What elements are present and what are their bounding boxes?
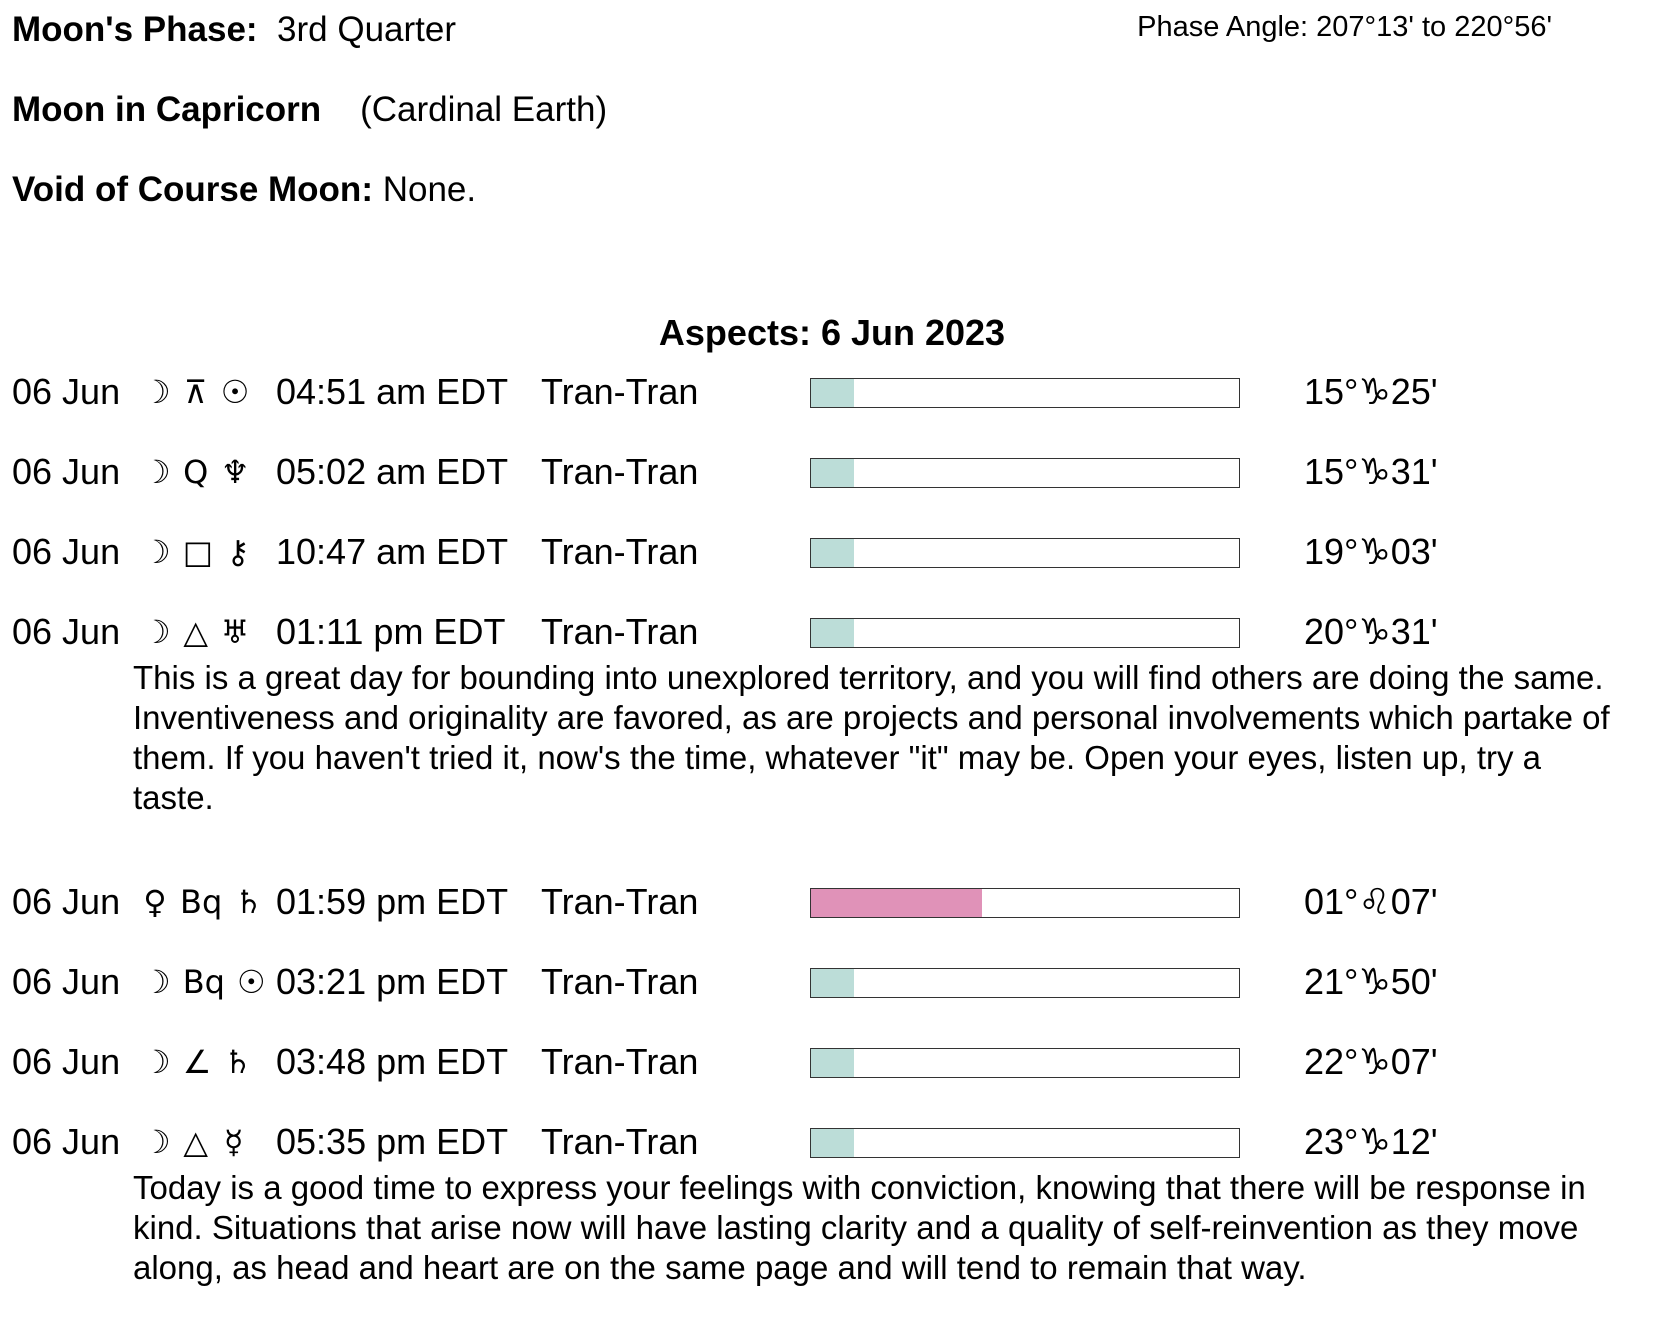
aspect-position: 23°♑12' [1304,1121,1438,1162]
natal-planet-icon: ♄ [223,1043,253,1081]
transit-planet-icon: ☽ [142,373,171,411]
natal-planet-icon: ☿ [223,1123,244,1161]
moon-phase-line [12,10,456,50]
moon-sign-label: Moon in Capricorn [12,90,322,129]
aspect-date: 06 Jun [12,1121,121,1162]
aspect-type: Tran-Tran [541,451,699,492]
aspect-type: Tran-Tran [541,531,699,572]
transit-planet-icon: ☽ [142,453,171,491]
aspects-title: Aspects: 6 Jun 2023 [658,312,1006,353]
aspect-type: Tran-Tran [541,881,699,922]
strength-bar-fill [811,1129,854,1157]
aspect-date: 06 Jun [12,451,121,492]
aspect-list [0,354,1664,1334]
natal-planet-icon: ♅ [220,613,250,651]
strength-bar [810,888,1240,918]
aspect-row [0,354,1664,434]
aspect-icon: Bq [182,963,225,1001]
aspect-glyphs [142,964,266,1000]
aspect-time: 05:35 pm EDT [276,1121,509,1162]
moon-phase-label: Moon's Phase: [12,10,258,49]
transit-planet-icon: ☽ [142,533,171,571]
aspect-icon: Bq [180,883,223,921]
void-of-course-value: None. [382,170,477,209]
strength-bar [810,1048,1240,1078]
natal-planet-icon: ☉ [220,373,250,411]
natal-planet-icon: ☉ [236,963,266,1001]
void-of-course-line [12,170,476,210]
transit-planet-icon: ☽ [142,963,171,1001]
transit-planet-icon: ☽ [142,1123,171,1161]
strength-bar [810,618,1240,648]
aspect-position: 20°♑31' [1304,611,1438,652]
strength-bar-fill [811,889,982,917]
strength-bar-fill [811,1049,854,1077]
aspect-row [0,1024,1664,1104]
transit-planet-icon: ♀ [143,883,167,921]
aspect-date: 06 Jun [12,611,121,652]
aspect-position: 19°♑03' [1304,531,1438,572]
aspect-type: Tran-Tran [541,961,699,1002]
moon-sign-line [12,90,607,130]
aspect-row [0,514,1664,594]
aspect-icon: △ [183,1123,208,1161]
aspect-icon: ∠ [182,1043,212,1081]
strength-bar [810,378,1240,408]
aspect-description: This is a great day for bounding into unexplored territory, and you will find others are doing the same. Inventiveness and originality are favored, as are projects and personal involvements which partake of them. If you haven't tried it, now's the time, whatever "it" may be. Open your eyes, listen up, try a taste. [133,659,1610,816]
aspect-row [0,944,1664,1024]
aspect-row [0,434,1664,514]
aspect-type: Tran-Tran [541,1041,699,1082]
aspect-glyphs [142,884,263,920]
aspect-row [0,594,1664,864]
aspect-time: 01:11 pm EDT [276,611,506,652]
aspect-date: 06 Jun [12,371,121,412]
aspect-time: 03:21 pm EDT [276,961,509,1002]
aspect-type: Tran-Tran [541,611,699,652]
aspect-time: 01:59 pm EDT [276,881,509,922]
aspect-icon: ⊼ [183,373,208,411]
aspect-glyphs [142,1124,247,1160]
aspect-glyphs [142,454,249,490]
natal-planet-icon: ⚷ [226,533,250,571]
aspect-type: Tran-Tran [541,1121,699,1162]
strength-bar-fill [811,539,854,567]
aspect-time: 10:47 am EDT [276,531,509,572]
strength-bar [810,1128,1240,1158]
strength-bar [810,458,1240,488]
aspect-glyphs [142,1044,252,1080]
aspect-type: Tran-Tran [541,371,699,412]
aspect-position: 22°♑07' [1304,1041,1438,1082]
strength-bar-fill [811,459,854,487]
aspect-date: 06 Jun [12,961,121,1002]
aspect-position: 01°♌07' [1304,881,1438,922]
aspect-glyphs [142,614,249,650]
strength-bar-fill [811,379,854,407]
aspect-row [0,1104,1664,1334]
aspect-description: Today is a good time to express your feelings with conviction, knowing that there will be response in kind. Situations that arise now will have lasting clarity and a quality of self-reinvention as they move along, as head and heart are on the same page and will tend to remain that way. [133,1169,1586,1286]
moon-phase-value: 3rd Quarter [277,10,457,49]
natal-planet-icon: ♄ [234,883,263,921]
transit-planet-icon: ☽ [142,1043,171,1081]
aspect-icon: Q [183,453,209,491]
aspect-glyphs [142,374,249,410]
aspect-position: 15°♑31' [1304,451,1438,492]
aspect-icon: □ [182,533,213,571]
aspect-glyphs [142,534,251,570]
aspect-time: 05:02 am EDT [276,451,509,492]
aspect-icon: △ [183,613,208,651]
aspect-time: 04:51 am EDT [276,371,509,412]
aspect-row [0,864,1664,944]
aspect-position: 21°♑50' [1304,961,1438,1002]
transit-planet-icon: ☽ [142,613,171,651]
strength-bar [810,538,1240,568]
aspect-date: 06 Jun [12,531,121,572]
aspect-date: 06 Jun [12,1041,121,1082]
phase-angle: Phase Angle: 207°13' to 220°56' [1137,11,1552,43]
strength-bar [810,968,1240,998]
natal-planet-icon: ♆ [220,453,250,491]
aspect-date: 06 Jun [12,881,121,922]
void-of-course-label: Void of Course Moon: [12,170,373,209]
aspect-position: 15°♑25' [1304,371,1438,412]
strength-bar-fill [811,619,854,647]
moon-sign-element: (Cardinal Earth) [360,90,608,129]
strength-bar-fill [811,969,854,997]
aspect-time: 03:48 pm EDT [276,1041,509,1082]
